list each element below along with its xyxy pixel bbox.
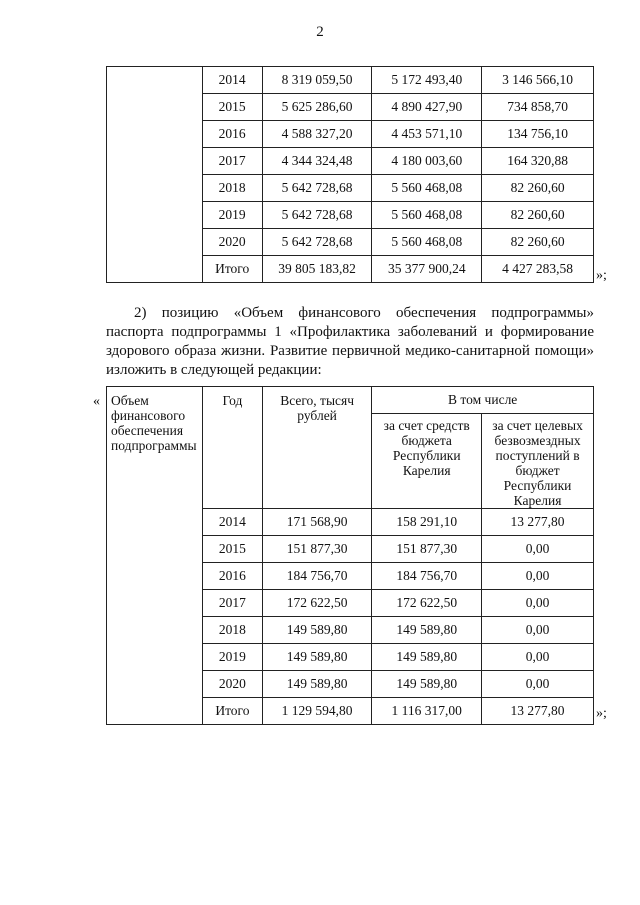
cell-grants: 3 146 566,10 — [482, 67, 594, 94]
cell-grants: 82 260,60 — [482, 175, 594, 202]
cell-grants: 13 277,80 — [482, 509, 594, 536]
page-number: 2 — [316, 24, 324, 40]
cell-total: 4 588 327,20 — [262, 121, 372, 148]
cell-total: 151 877,30 — [262, 536, 372, 563]
cell-year: 2019 — [202, 202, 262, 229]
cell-year: 2017 — [202, 590, 262, 617]
cell-grants: 82 260,60 — [482, 229, 594, 256]
cell-budget: 5 560 468,08 — [372, 229, 482, 256]
cell-grants: 13 277,80 — [482, 698, 594, 725]
cell-year: Итого — [202, 256, 262, 283]
cell-year: 2019 — [202, 644, 262, 671]
cell-grants: 164 320,88 — [482, 148, 594, 175]
cell-total: 171 568,90 — [262, 509, 372, 536]
cell-grants: 82 260,60 — [482, 202, 594, 229]
column-header-group: В том числе — [372, 387, 594, 414]
column-header-total: Всего, тысяч рублей — [262, 387, 372, 509]
amendment-paragraph — [106, 304, 594, 380]
cell-budget: 35 377 900,24 — [372, 256, 482, 283]
cell-budget: 4 180 003,60 — [372, 148, 482, 175]
cell-budget: 5 172 493,40 — [372, 67, 482, 94]
cell-grants: 4 427 283,58 — [482, 256, 594, 283]
funding-table-subprogram — [106, 386, 594, 725]
cell-budget: 5 560 468,08 — [372, 202, 482, 229]
cell-total: 5 642 728,68 — [262, 229, 372, 256]
cell-total: 149 589,80 — [262, 644, 372, 671]
cell-budget: 158 291,10 — [372, 509, 482, 536]
cell-year: 2016 — [202, 563, 262, 590]
cell-grants: 134 756,10 — [482, 121, 594, 148]
cell-total: 149 589,80 — [262, 617, 372, 644]
closing-quote-mark: »; — [596, 268, 607, 283]
cell-total: 4 344 324,48 — [262, 148, 372, 175]
cell-total: 5 642 728,68 — [262, 202, 372, 229]
funding-table-continuation — [106, 66, 594, 283]
cell-total: 149 589,80 — [262, 671, 372, 698]
column-header-year: Год — [202, 387, 262, 509]
cell-budget: 151 877,30 — [372, 536, 482, 563]
cell-year: 2015 — [202, 94, 262, 121]
cell-year: 2015 — [202, 536, 262, 563]
cell-grants: 0,00 — [482, 617, 594, 644]
column-header-grants: за счет целевых безвозмездных поступлений в бюджет Республики Карелия — [482, 414, 594, 509]
cell-budget: 5 560 468,08 — [372, 175, 482, 202]
paragraph-text: 2) позицию «Объем финансового обеспечения подпрограммы» паспорта подпрограммы 1 «Профилактика заболеваний и формирование здорового образа жизни. Развитие первичной медико-санитарной помощи» изложить в следующей редакции: — [106, 305, 594, 378]
cell-grants: 734 858,70 — [482, 94, 594, 121]
cell-budget: 149 589,80 — [372, 644, 482, 671]
closing-quote-mark-2: »; — [596, 706, 607, 721]
cell-budget: 4 453 571,10 — [372, 121, 482, 148]
cell-year: 2014 — [202, 67, 262, 94]
table-row — [107, 67, 594, 94]
funding-description-cell: Объем финансового обеспечения подпрограммы — [107, 387, 203, 725]
cell-total: 184 756,70 — [262, 563, 372, 590]
opening-quote-mark: « — [93, 394, 100, 409]
cell-grants: 0,00 — [482, 644, 594, 671]
cell-budget: 1 116 317,00 — [372, 698, 482, 725]
cell-total: 5 642 728,68 — [262, 175, 372, 202]
cell-year: 2020 — [202, 671, 262, 698]
cell-total: 5 625 286,60 — [262, 94, 372, 121]
cell-budget: 184 756,70 — [372, 563, 482, 590]
cell-year: 2014 — [202, 509, 262, 536]
cell-grants: 0,00 — [482, 563, 594, 590]
cell-budget: 4 890 427,90 — [372, 94, 482, 121]
cell-grants: 0,00 — [482, 590, 594, 617]
cell-budget: 149 589,80 — [372, 617, 482, 644]
cell-total: 172 622,50 — [262, 590, 372, 617]
cell-year: 2018 — [202, 617, 262, 644]
cell-year: 2017 — [202, 148, 262, 175]
cell-total: 8 319 059,50 — [262, 67, 372, 94]
cell-total: 39 805 183,82 — [262, 256, 372, 283]
cell-grants: 0,00 — [482, 536, 594, 563]
description-cell-continued — [107, 67, 203, 283]
cell-year: 2018 — [202, 175, 262, 202]
cell-year: 2020 — [202, 229, 262, 256]
cell-budget: 172 622,50 — [372, 590, 482, 617]
cell-year: Итого — [202, 698, 262, 725]
cell-year: 2016 — [202, 121, 262, 148]
cell-total: 1 129 594,80 — [262, 698, 372, 725]
cell-budget: 149 589,80 — [372, 671, 482, 698]
column-header-budget: за счет средств бюджета Республики Карелия — [372, 414, 482, 509]
cell-grants: 0,00 — [482, 671, 594, 698]
